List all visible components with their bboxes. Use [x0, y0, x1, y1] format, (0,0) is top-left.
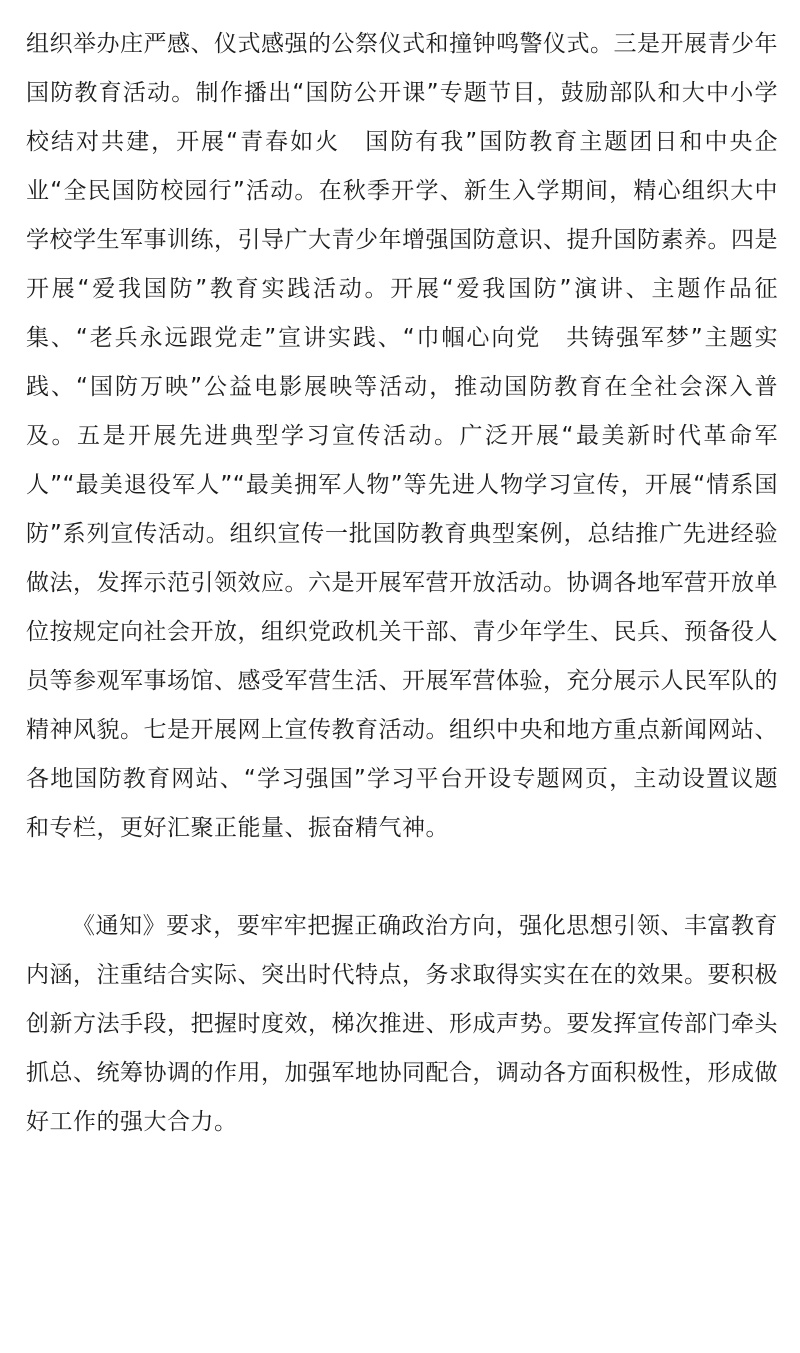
article-paragraph: 《通知》要求，要牢牢把握正确政治方向，强化思想引领、丰富教育内涵，注重结合实际、突出时代特点，务求取得实实在在的效果。要积极创新方法手段，把握时度效，梯次推进、形成声势。要发挥宣传部门牵头抓总、统筹协调的作用，加强军地协同配合，调动各方面积极性，形成做好工作的强大合力。 — [26, 913, 778, 1135]
article-paragraph: 组织举办庄严感、仪式感强的公祭仪式和撞钟鸣警仪式。三是开展青少年国防教育活动。制作播出“国防公开课”专题节目，鼓励部队和大中小学校结对共建，开展“青春如火 国防有我”国防教育主题团日和中央企业“全民国防校园行”活动。在秋季开学、新生入学期间，精心组织大中学校学生军事训练，引导广大青少年增强国防意识、提升国防素养。四是开展“爱我国防”教育实践活动。开展“爱我国防”演讲、主题作品征集、“老兵永远跟党走”宣讲实践、“巾帼心向党 共铸强军梦”主题实践、“国防万映”公益电影展映等活动，推动国防教育在全社会深入普及。五是开展先进典型学习宣传活动。广泛开展“最美新时代革命军人”“最美退役军人”“最美拥军人物”等先进人物学习宣传，开展“情系国防”系列宣传活动。组织宣传一批国防教育典型案例，总结推广先进经验做法，发挥示范引领效应。六是开展军营开放活动。协调各地军营开放单位按规定向社会开放，组织党政机关干部、青少年学生、民兵、预备役人员等参观军事场馆、感受军营生活、开展军营体验，充分展示人民军队的精神风貌。七是开展网上宣传教育活动。组织中央和地方重点新闻网站、各地国防教育网站、“学习强国”学习平台开设专题网页，主动设置议题和专栏，更好汇聚正能量、振奋精气神。 — [26, 31, 778, 841]
article-body — [26, 0, 778, 1147]
